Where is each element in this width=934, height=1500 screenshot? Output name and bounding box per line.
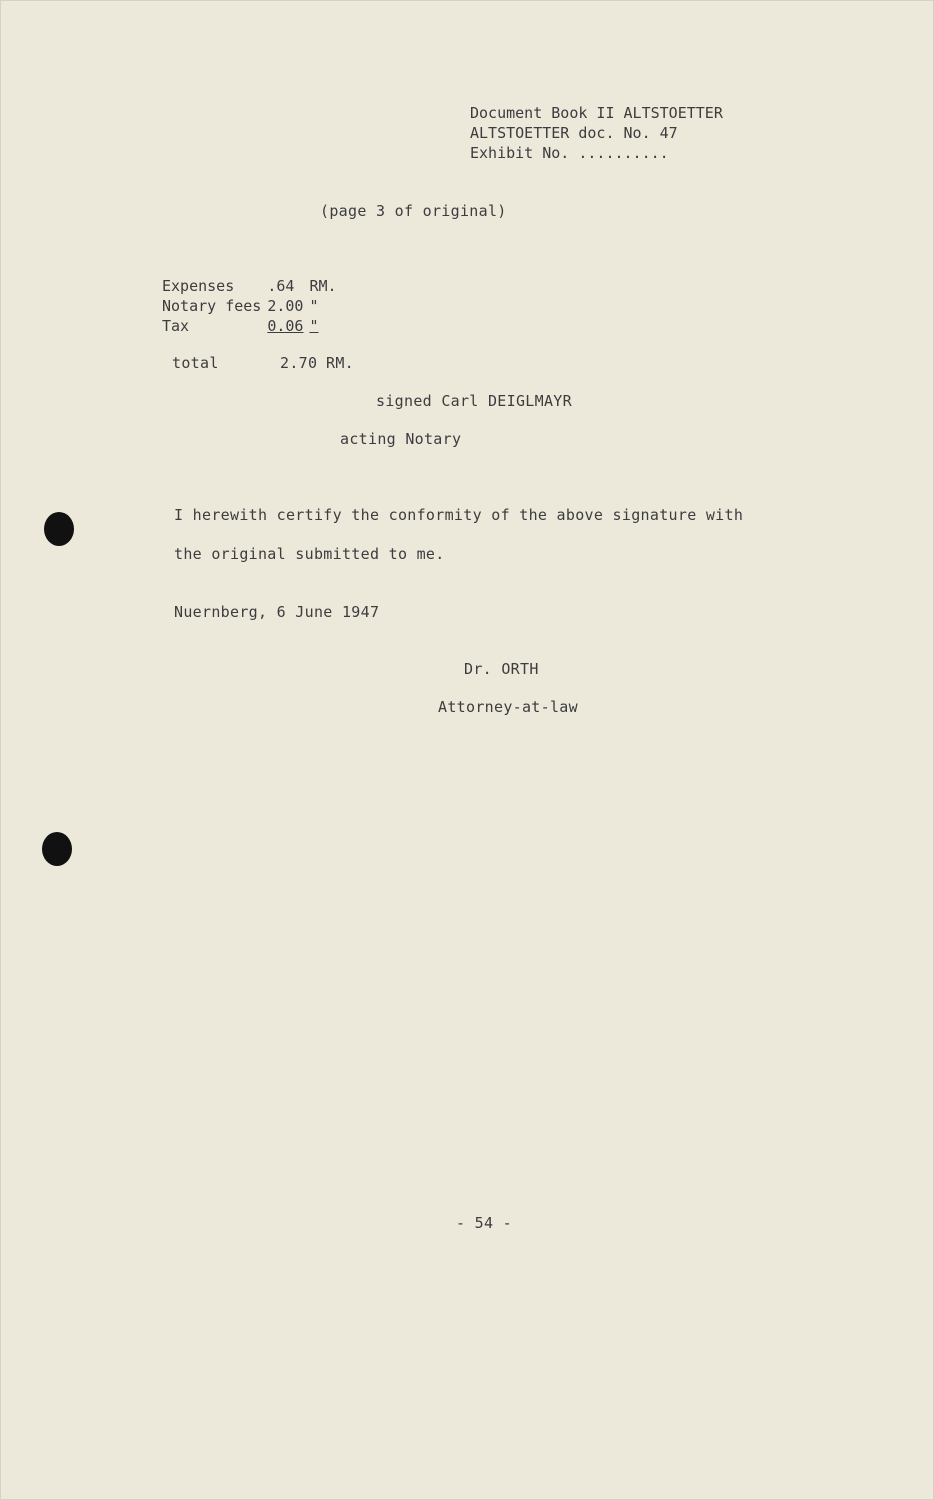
fee-label: Tax xyxy=(162,317,190,335)
certification-line-1: I herewith certify the conformity of the above signature with xyxy=(174,506,744,524)
total-unit: RM. xyxy=(326,354,354,372)
punch-hole xyxy=(44,512,74,546)
fee-unit: RM. xyxy=(309,277,337,295)
fee-unit: " xyxy=(309,317,319,335)
acting-notary: acting Notary xyxy=(340,430,462,448)
fee-row xyxy=(162,316,343,336)
fee-amount: .64 xyxy=(267,277,295,295)
fee-label: Expenses xyxy=(162,277,235,295)
fee-amount: 0.06 xyxy=(267,317,304,335)
header-doc-number: ALTSTOETTER doc. No. 47 xyxy=(470,124,678,142)
page-number: - 54 - xyxy=(456,1214,512,1232)
fee-label: Notary fees xyxy=(162,297,262,315)
fees-table xyxy=(162,276,343,336)
header-doc-book: Document Book II ALTSTOETTER xyxy=(470,104,723,122)
total-label: total xyxy=(172,354,219,372)
signed-line: signed Carl DEIGLMAYR xyxy=(376,392,572,410)
total-amount: 2.70 xyxy=(280,354,318,372)
page-note: (page 3 of original) xyxy=(320,202,507,220)
place-date: Nuernberg, 6 June 1947 xyxy=(174,603,380,621)
fee-amount: 2.00 xyxy=(267,297,304,315)
punch-hole xyxy=(42,832,72,866)
signatory-title: Attorney-at-law xyxy=(438,698,578,716)
fee-row xyxy=(162,276,343,296)
fee-row xyxy=(162,296,343,316)
fee-unit: " xyxy=(309,297,319,315)
signatory-name: Dr. ORTH xyxy=(464,660,539,678)
header-exhibit: Exhibit No. .......... xyxy=(470,144,669,162)
certification-line-2: the original submitted to me. xyxy=(174,545,445,563)
